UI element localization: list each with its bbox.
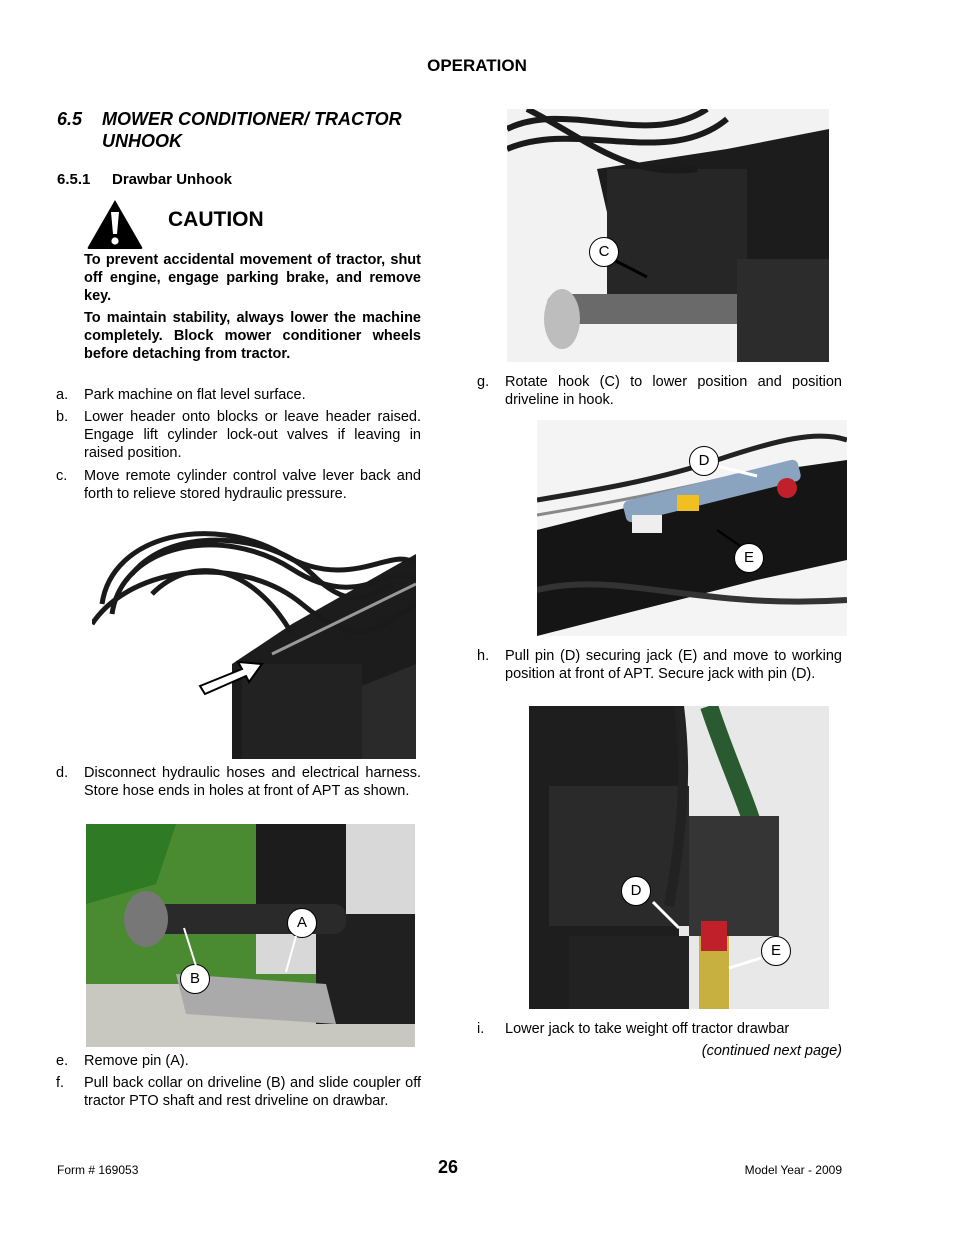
step-text: Remove pin (A). xyxy=(84,1053,189,1069)
warning-triangle-icon xyxy=(86,198,144,250)
step-label: i. xyxy=(477,1021,485,1037)
step-label: b. xyxy=(56,409,69,425)
step-text: Rotate hook (C) to lower position and position driveline in hook. xyxy=(505,374,842,408)
step-c xyxy=(56,467,421,503)
callout-e-2: E xyxy=(761,936,791,966)
step-label: e. xyxy=(56,1053,69,1069)
callout-d-1: D xyxy=(689,446,719,476)
step-text: Lower jack to take weight off tractor drawbar xyxy=(505,1021,790,1037)
callout-d-2: D xyxy=(621,876,651,906)
step-label: g. xyxy=(477,374,490,390)
continued-note: (continued next page) xyxy=(701,1043,842,1059)
step-f xyxy=(56,1074,421,1110)
step-label: f. xyxy=(56,1075,65,1091)
step-g xyxy=(477,373,842,409)
step-text: Move remote cylinder control valve lever back and forth to relieve stored hydraulic pressure. xyxy=(84,468,421,502)
section-title-line2: UNHOOK xyxy=(102,131,182,151)
subsection-title: Drawbar Unhook xyxy=(112,171,233,188)
subsection-number: 6.5.1 xyxy=(57,171,91,188)
caution-paragraph-1: To prevent accidental movement of tractor, shut off engine, engage parking brake, and remove key. xyxy=(84,252,421,304)
step-text: Pull pin (D) securing jack (E) and move to working position at front of APT. Secure jack with pin (D). xyxy=(505,648,842,682)
step-h xyxy=(477,647,842,683)
step-e xyxy=(56,1052,421,1070)
footer-model-year: Model Year - 2009 xyxy=(744,1163,842,1177)
footer-form-number: Form # 169053 xyxy=(57,1163,139,1177)
step-label: a. xyxy=(56,387,69,403)
caution-heading: CAUTION xyxy=(168,208,264,231)
leader-line-c xyxy=(507,109,829,362)
step-label: c. xyxy=(56,468,68,484)
step-label: h. xyxy=(477,648,490,664)
step-a xyxy=(56,386,421,404)
step-label: d. xyxy=(56,765,69,781)
callout-c: C xyxy=(589,237,619,267)
step-text: Park machine on flat level surface. xyxy=(84,387,306,403)
section-title-line1: MOWER CONDITIONER/ TRACTOR xyxy=(102,109,402,129)
section-number: 6.5 xyxy=(57,109,83,129)
page-header: OPERATION xyxy=(427,56,527,75)
step-i xyxy=(477,1020,842,1038)
callout-b: B xyxy=(180,964,210,994)
page-number: 26 xyxy=(437,1157,459,1177)
leader-lines-ab xyxy=(86,824,415,1047)
step-d xyxy=(56,764,421,800)
callout-a: A xyxy=(287,908,317,938)
step-text: Pull back collar on driveline (B) and slide coupler off tractor PTO shaft and rest driveline on drawbar. xyxy=(84,1075,421,1109)
step-text: Lower header onto blocks or leave header raised. Engage lift cylinder lock-out valves if leaving in raised position. xyxy=(84,409,421,461)
photo-hydraulic-hoses xyxy=(92,514,416,759)
caution-paragraph-2: To maintain stability, always lower the machine completely. Block mower conditioner wheels before detaching from tractor. xyxy=(84,310,421,362)
step-text: Disconnect hydraulic hoses and electrical harness. Store hose ends in holes at front of APT as shown. xyxy=(84,765,421,799)
callout-e-1: E xyxy=(734,543,764,573)
step-b xyxy=(56,408,421,462)
